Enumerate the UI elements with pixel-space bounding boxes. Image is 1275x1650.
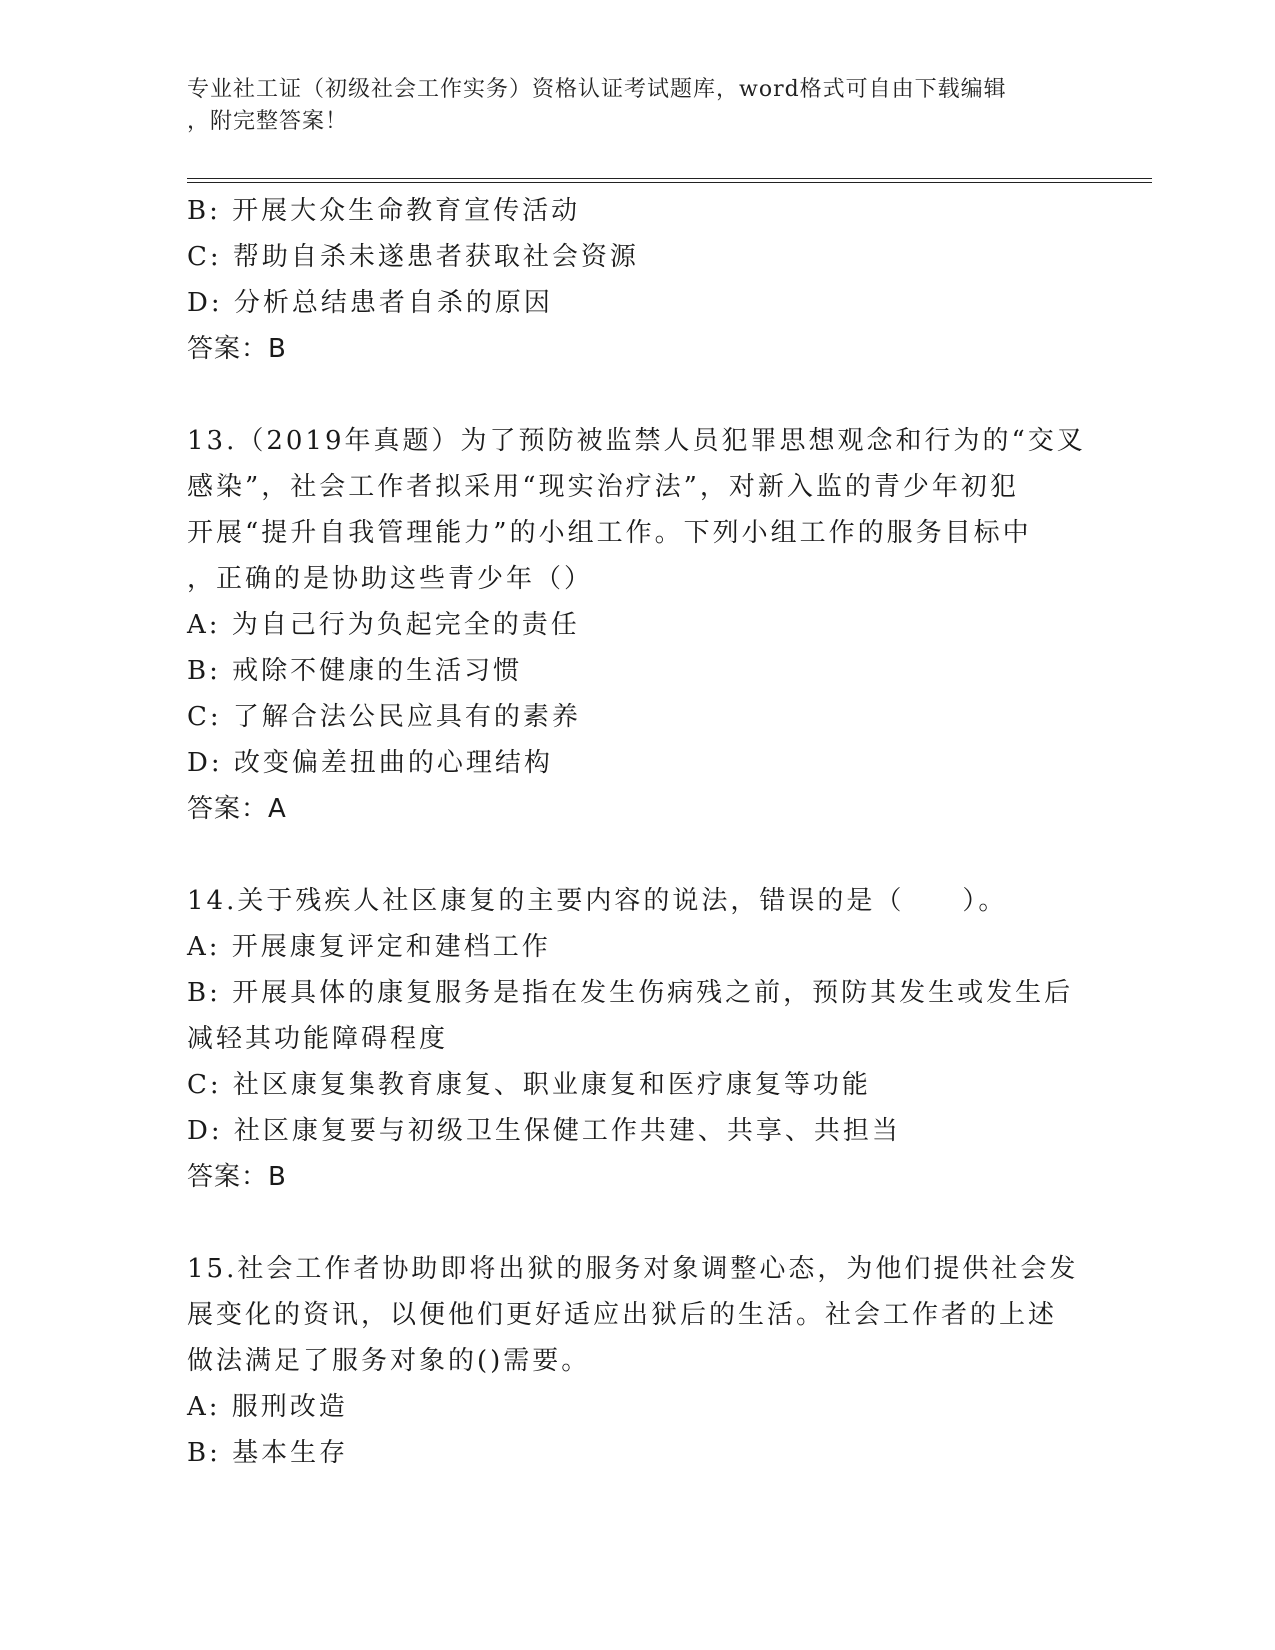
question-15 [187,1246,1087,1476]
question-fragment [187,188,1087,372]
answer-line: 答案：B [187,1162,287,1192]
option-b: B: 基本生存 [187,1438,349,1468]
question-stem-line: 13.（2019年真题）为了预防被监禁人员犯罪思想观念和行为的“交叉 [187,426,1086,456]
option-b: B: 开展具体的康复服务是指在发生伤病残之前，预防其发生或发生后减轻其功能障碍程度 [187,978,1074,1054]
option-c: C: 帮助自杀未遂患者获取社会资源 [187,242,639,272]
question-stem-line: 做法满足了服务对象的()需要。 [187,1346,591,1376]
question-13 [187,418,1087,832]
option-b: B: 戒除不健康的生活习惯 [187,656,523,686]
question-stem-line: ，正确的是协助这些青少年（） [187,564,594,594]
header-title-line-2: ，附完整答案！ [187,109,349,134]
option-d: D: 社区康复要与初级卫生保健工作共建、共享、共担当 [187,1116,901,1146]
option-a: A: 为自己行为负起完全的责任 [187,610,580,640]
question-stem-line: 14.关于残疾人社区康复的主要内容的说法，错误的是（ ）。 [187,886,1008,916]
question-stem-line: 开展“提升自我管理能力”的小组工作。下列小组工作的服务目标中 [187,518,1032,548]
option-b: B: 开展大众生命教育宣传活动 [187,196,581,226]
question-14 [187,878,1087,1200]
question-stem-line: 展变化的资讯，以便他们更好适应出狱后的生活。社会工作者的上述 [187,1300,1058,1330]
option-a: A: 开展康复评定和建档工作 [187,932,551,962]
question-stem-line: 15.社会工作者协助即将出狱的服务对象调整心态，为他们提供社会发 [187,1254,1079,1284]
option-c: C: 社区康复集教育康复、职业康复和医疗康复等功能 [187,1070,871,1100]
header-divider [187,178,1152,183]
option-c: C: 了解合法公民应具有的素养 [187,702,581,732]
answer-line: 答案：B [187,334,287,364]
header-title-line-1: 专业社工证（初级社会工作实务）资格认证考试题库，word格式可自由下载编辑 [187,77,1007,102]
question-stem-line: 感染”，社会工作者拟采用“现实治疗法”，对新入监的青少年初犯 [187,472,1019,502]
document-header [187,74,1067,138]
option-a: A: 服刑改造 [187,1392,348,1422]
option-d: D: 改变偏差扭曲的心理结构 [187,748,553,778]
question-content [187,188,1087,1476]
answer-line: 答案：A [187,794,287,824]
option-d: D: 分析总结患者自杀的原因 [187,288,553,318]
